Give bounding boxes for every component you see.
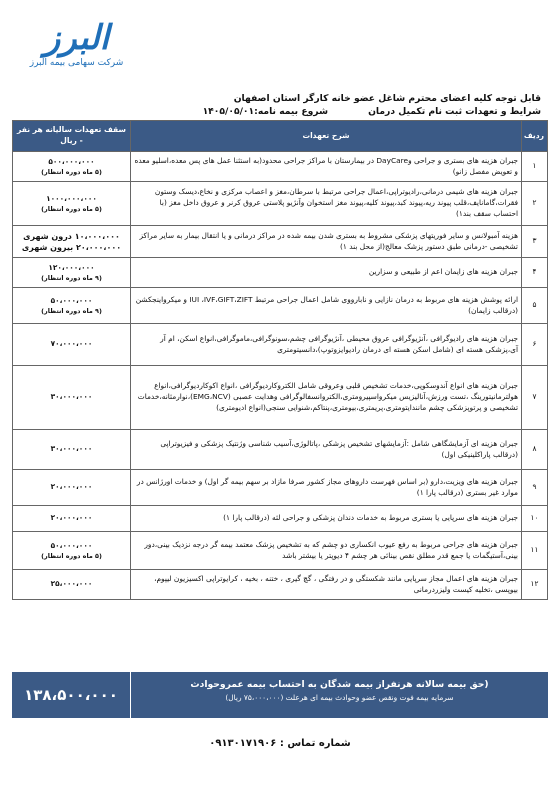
row-description: جبران هزینه های ویزیت،دارو (بر اساس فهرست داروهای مجاز کشور صرفا مازاد بر سهم بیمه گر اول) و خدمات اورژانس در موارد غیر بستری (درقالب پارا ۱) <box>131 470 522 506</box>
row-number: ۲ <box>522 182 548 226</box>
obligations-table <box>12 120 548 600</box>
row-amount <box>13 430 131 470</box>
row-number: ۸ <box>522 430 548 470</box>
total-label: (حق بیمه سالانه هرنفراز بیمه شدگان به احتساب بیمه عمروحوادث <box>190 679 489 690</box>
row-description: جبران هزینه های انواع آندوسکوپی،خدمات تشخیص قلبی وعروقی شامل الکتروکاردیوگرافی ،انواع اکوکاردیوگرافی،انواع هولترمانیتورینگ ،تست ورزش،آنالیزیس میکرواسپیرومتری،الکتروانسفالوگرافی وهدایت عصبی (EMG،NCV)،نوارمثانه،خدمات تشخیصی و پرتوپزشکی چشم مانندایتومتری،پریمتری،بیومتری،پنتاکم،شنوایی سنجی(انواع ادیومتری) <box>131 366 522 430</box>
row-amount <box>13 532 131 570</box>
row-number: ۹ <box>522 470 548 506</box>
row-amount <box>13 366 131 430</box>
policy-start-date: شروع بیمه نامه:۱۴۰۵/۰۵/۰۱ <box>202 106 329 117</box>
row-amount <box>13 258 131 288</box>
heading-subtitle: شرایط و تعهدات ثبت نام تکمیل درمان <box>368 106 541 117</box>
row-number: ۱۲ <box>522 570 548 600</box>
table-row <box>13 470 548 506</box>
table-row <box>13 258 548 288</box>
row-number: ۵ <box>522 288 548 324</box>
table-row <box>13 152 548 182</box>
row-number: ۱ <box>522 152 548 182</box>
header-description: شرح تعهدات <box>131 121 522 152</box>
row-number: ۷ <box>522 366 548 430</box>
row-description: جبران هزینه های شیمی درمانی،رادیوتراپی،اعمال جراحی مرتبط با سرطان،مغز و اعصاب مرکزی و نخاع،دیسک وستون فقرات،گامانایف،قلب پیوند ریه،پیوند کبد،پیوند کلیه،پیوند مغز استخوان وآنژیو پلاستی عروق کرنر و عروق داخل مغز (با احتساب سقف بند۱) <box>131 182 522 226</box>
row-description: هزینه آمبولانس و سایر فوریتهای پزشکی مشروط به بستری شدن بیمه شده در مراکز درمانی و یا انتقال بیمار به سایر مراکز تشخیصی -درمانی طبق دستور پزشک معالج(از محل بند ۱) <box>131 226 522 258</box>
table-row <box>13 182 548 226</box>
logo-subtitle: شرکت سهامی بیمه البرز <box>29 58 124 68</box>
row-description: جبران هزینه ای آزمایشگاهی شامل :آزمایشهای تشخیص پزشکی ،پاتالوژی،آسیب شناسی وژنتیک پزشکی و فیزیوتراپی (درقالب پاراکلینیکی اول) <box>131 430 522 470</box>
contact-number: شماره تماس : ۰۹۱۳۰۱۷۱۹۰۶ <box>209 738 351 749</box>
amount-value: ۲۰،۰۰۰،۰۰۰ <box>50 513 93 523</box>
row-description: جبران هزینه های بستری و جراحی وDayCare در بیمارستان با مراکز جراحی محدود(به استثنا عمل های پس معده،اسلیو معده و تعویض مفصل زانو) <box>131 152 522 182</box>
amount-value: ۲۰،۰۰۰،۰۰۰ <box>50 482 93 492</box>
row-description: ارائه پوشش هزینه های مربوط به درمان نازایی و نابارووی شامل اعمال جراحی مرتبط IUI ،IVF،GIFT،ZIFT و میکرواینجکشن (درقالب زایمان) <box>131 288 522 324</box>
logo-mark: البرز <box>43 18 110 58</box>
amount-value: ۱۰۰۰،۰۰۰،۰۰۰ <box>46 194 97 204</box>
row-number: ۱۰ <box>522 506 548 532</box>
total-premium-value: ۱۳۸،۵۰۰،۰۰۰ <box>12 672 131 718</box>
row-amount <box>13 470 131 506</box>
amount-value: ۱۲۰،۰۰۰،۰۰۰ <box>48 263 95 273</box>
amount-value: ۳۰،۰۰۰،۰۰۰ <box>50 392 93 402</box>
waiting-period-note: (۹ ماه دوره انتظار) <box>41 273 102 282</box>
row-number: ۶ <box>522 324 548 366</box>
amount-value: ۵۰۰،۰۰۰،۰۰۰ <box>48 157 95 167</box>
table-row <box>13 430 548 470</box>
row-amount <box>13 324 131 366</box>
row-number: ۴ <box>522 258 548 288</box>
amount-value: ۷۰،۰۰۰،۰۰۰ <box>50 339 93 349</box>
row-amount <box>13 570 131 600</box>
company-logo <box>14 20 139 88</box>
row-description: جبران هزینه های اعمال مجاز سرپایی مانند شکستگی و در رفتگی ، گچ گیری ، ختنه ، بخیه ، کرایوتراپی اکسیزیون لیپوم، بیوپسی ،تخلیه کیست ولیزردرمانی <box>131 570 522 600</box>
heading <box>21 92 541 118</box>
row-amount <box>13 226 131 258</box>
row-description: جبران هزینه های جراحی مربوط به رفع عیوب انکساری دو چشم که به تشخیص پزشک معتمد بیمه گر درجه نزدیک بینی،دور بینی،آستیگمات یا جمع قدر مطلق نقص بینائی هر چشم ۴ دیوپتر یا بیشتر باشد <box>131 532 522 570</box>
amount-line: ۱۰،۰۰۰،۰۰۰ درون شهری <box>23 231 120 241</box>
row-number: ۳ <box>522 226 548 258</box>
total-premium-bar <box>12 672 548 718</box>
row-amount <box>13 506 131 532</box>
row-amount <box>13 288 131 324</box>
table-row <box>13 366 548 430</box>
total-sublabel: سرمایه بیمه فوت ونقص عضو وحوادث بیمه ای هرعلت (۷۵،۰۰۰،۰۰۰ ریال) <box>225 693 454 702</box>
table-header-row <box>13 121 548 152</box>
waiting-period-note: (۵ ماه دوره انتظار) <box>41 551 102 560</box>
amount-value: ۵۰،۰۰۰،۰۰۰ <box>50 296 93 306</box>
row-description: جبران هزینه های زایمان اعم از طبیعی و سزارین <box>131 258 522 288</box>
table-row <box>13 288 548 324</box>
table-row <box>13 532 548 570</box>
amount-line: ۲۰،۰۰۰،۰۰۰ بیرون شهری <box>21 242 122 252</box>
waiting-period-note: (۵ ماه دوره انتظار) <box>41 204 102 213</box>
table-row <box>13 570 548 600</box>
table-row <box>13 506 548 532</box>
row-number: ۱۱ <box>522 532 548 570</box>
table-row <box>13 324 548 366</box>
amount-value: ۲۵،۰۰۰،۰۰۰ <box>50 579 93 589</box>
table-row <box>13 226 548 258</box>
row-description: جبران هزینه های سرپایی یا بستری مربوط به خدمات دندان پزشکی و جراحی لثه (درقالب پارا ۱) <box>131 506 522 532</box>
header-row-number: ردیف <box>522 121 548 152</box>
row-description: جبران هزینه های رادیوگرافی ،آنژیوگرافی عروق محیطی ،آنژیوگرافی چشم،سونوگرافی،ماموگرافی،انواع اسکن، ام آر آی،پزشکی هسته ای (شامل اسکن هسته ای درمان رادیوایزوتوپ)،دانسیتومتری <box>131 324 522 366</box>
row-amount <box>13 182 131 226</box>
waiting-period-note: (۹ ماه دوره انتظار) <box>41 306 102 315</box>
amount-value: ۵۰،۰۰۰،۰۰۰ <box>50 541 93 551</box>
header-amount: سقف تعهدات سالیانه هر نفر - ریال <box>13 121 131 152</box>
amount-value: ۳۰،۰۰۰،۰۰۰ <box>50 444 93 454</box>
heading-title: قابل توجه کلیه اعضای محترم شاغل عضو خانه کارگر استان اصفهان <box>233 93 541 104</box>
waiting-period-note: (۵ ماه دوره انتظار) <box>41 167 102 176</box>
row-amount <box>13 152 131 182</box>
